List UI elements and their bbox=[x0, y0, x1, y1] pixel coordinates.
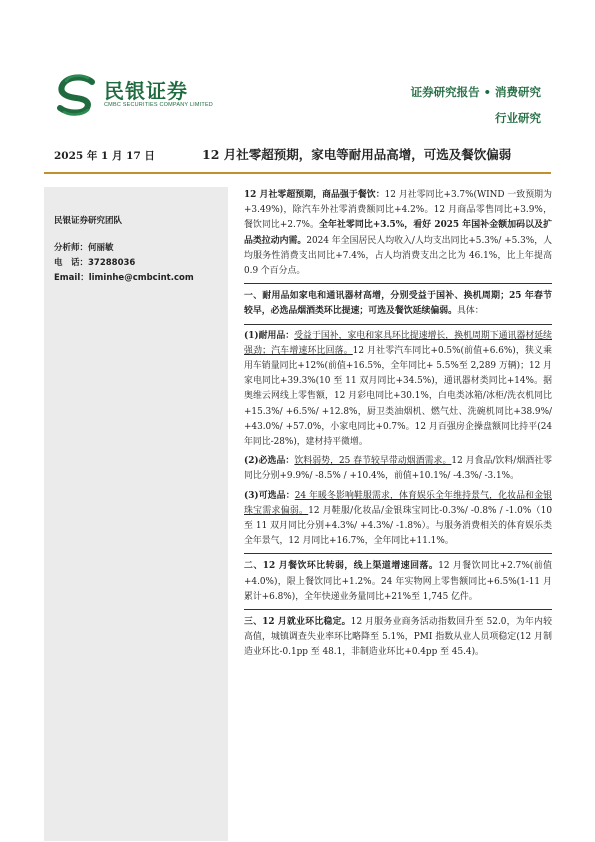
section-3-text: 12 月服务业商务活动指数回升至 52.0，为年内较高值，城镇调查失业率环比略降至 5.1%，PMI 指数从业人员项稳定(12 月制造业环比-0.1pp 至 48.1，非制造业环比+0.4pp 至 45.4)。 bbox=[244, 617, 552, 658]
section-1-text: 具体： bbox=[457, 306, 484, 317]
summary-text-2: 2024 年全国居民人均收入/人均支出同比+5.3%/ +5.3%，人均服务性消费支出同比+7.4%，占人均消费支出之比为 46.1%，比上年提高 0.9 个百分点。 bbox=[244, 235, 552, 277]
section-divider bbox=[244, 609, 552, 610]
analyst-phone: 电 话：37288036 bbox=[54, 258, 136, 268]
header-divider bbox=[44, 172, 551, 174]
staples-label: (2)必选品： bbox=[244, 456, 295, 467]
paragraph-summary bbox=[244, 188, 552, 279]
summary-lead-2: 全年社零同比+3.5%，看好 2025 年国补金额加码以及扩品类拉动内需。 bbox=[244, 220, 552, 246]
staples-highlight: 饮料弱势，25 春节较早带动烟酒需求。 bbox=[294, 456, 452, 467]
discretionary-text: 12 月鞋服/化妆品/金银珠宝同比-0.3%/ -0.8% / -1.0%（10 至 11 双月同比分别+4.3%/ +4.3%/ -1.8%）。与服务消费相关的体育娱乐类全年景气，12 月同比+16.7%，全年同比+11.1%。 bbox=[244, 505, 553, 547]
report-body bbox=[244, 188, 552, 665]
section-1-heading: 一、耐用品如家电和通讯器材高增，分别受益于国补、换机周期；25 年春节较早，必选品烟酒类环比提速；可选及餐饮延续偏弱。 bbox=[244, 291, 552, 317]
paragraph-section-2 bbox=[244, 559, 552, 605]
report-type: 证券研究报告 • 消费研究 bbox=[410, 85, 541, 99]
logo-chinese-name: 民银证券 bbox=[104, 79, 188, 103]
paragraph-section-1 bbox=[244, 289, 552, 319]
cmbc-logo-icon bbox=[54, 74, 100, 116]
durables-label: (1)耐用品： bbox=[244, 330, 295, 341]
analyst-name: 分析师：何丽敏 bbox=[54, 243, 114, 253]
section-divider bbox=[244, 283, 552, 284]
durables-text: 12 月社零汽车同比+0.5%(前值+6.6%)，狭义乘用车销量同比+12%(前值+16.5%，全年同比+ 5.5%至 2,289 万辆)；12 月家电同比+39.3%(10 至 11 双月同比+34.5%)，通讯器材类同比+14%。据奥维云网线上零售额，12 月彩电同比+30.1%，白电类冰箱/冰柜/洗衣机同比+15.3%/ +6.5%/ +12.8%，厨卫类油烟机、燃气灶、洗碗机同比+38.9%/ +43.0%/ +57.0%，小家电同比+0.7%。12 月百强房企操盘额同比持平(24 年同比-28%)，建材持平微增。 bbox=[244, 345, 552, 448]
report-date: 2025 年 1 月 17 日 bbox=[54, 150, 155, 162]
paragraph-section-3 bbox=[244, 615, 552, 661]
research-team: 民银证券研究团队 bbox=[54, 216, 123, 226]
section-divider bbox=[244, 324, 552, 325]
analyst-email[interactable]: Email：liminhe@cmbcint.com bbox=[54, 273, 194, 283]
sidebar-panel bbox=[44, 187, 228, 841]
company-logo bbox=[54, 72, 224, 120]
discretionary-label: (3)可选品： bbox=[244, 490, 295, 501]
staples-text: 12 月食品/饮料/烟酒社零同比分别+9.9%/ -8.5% / +10.4%，前值+10.1%/ -4.3%/ -3.1%。 bbox=[244, 456, 552, 482]
durables-highlight: 受益于国补，家电和家具环比提速增长，换机周期下通讯器材延续强劲；汽车增速环比回落。 bbox=[244, 330, 552, 356]
paragraph-staples bbox=[244, 454, 552, 484]
section-3-heading: 三、12 月就业环比稳定。 bbox=[244, 617, 351, 628]
section-2-heading: 二、12 月餐饮环比转弱，线上渠道增速回落。 bbox=[244, 561, 439, 572]
summary-text: 12 月社零同比+3.7%(WIND 一致预期为+3.49%)，除汽车外社零消费额同比+4.2%。12 月商品零售同比+3.9%，餐饮同比+2.7%。 bbox=[244, 190, 552, 231]
report-title: 12 月社零超预期，家电等耐用品高增，可选及餐饮偏弱 bbox=[202, 147, 512, 162]
section-divider bbox=[244, 553, 552, 554]
discretionary-highlight: 24 年暖冬影响鞋服需求，体育娱乐全年维持景气，化妆品和金银珠宝需求偏弱。 bbox=[244, 490, 552, 516]
report-subtype: 行业研究 bbox=[495, 111, 541, 125]
section-2-text: 12 月餐饮同比+2.7%(前值+4.0%)，限上餐饮同比+1.2%。24 年实物网上零售额同比+6.5%(1-11 月累计+6.8%)，全年快递业务量同比+21%至 1,745 亿件。 bbox=[244, 561, 552, 602]
logo-english-name: CMBC SECURITIES COMPANY LIMITED bbox=[104, 102, 213, 108]
summary-lead: 12 月社零超预期，商品强于餐饮： bbox=[244, 190, 385, 200]
paragraph-discretionary bbox=[244, 489, 552, 550]
paragraph-durables bbox=[244, 329, 552, 451]
